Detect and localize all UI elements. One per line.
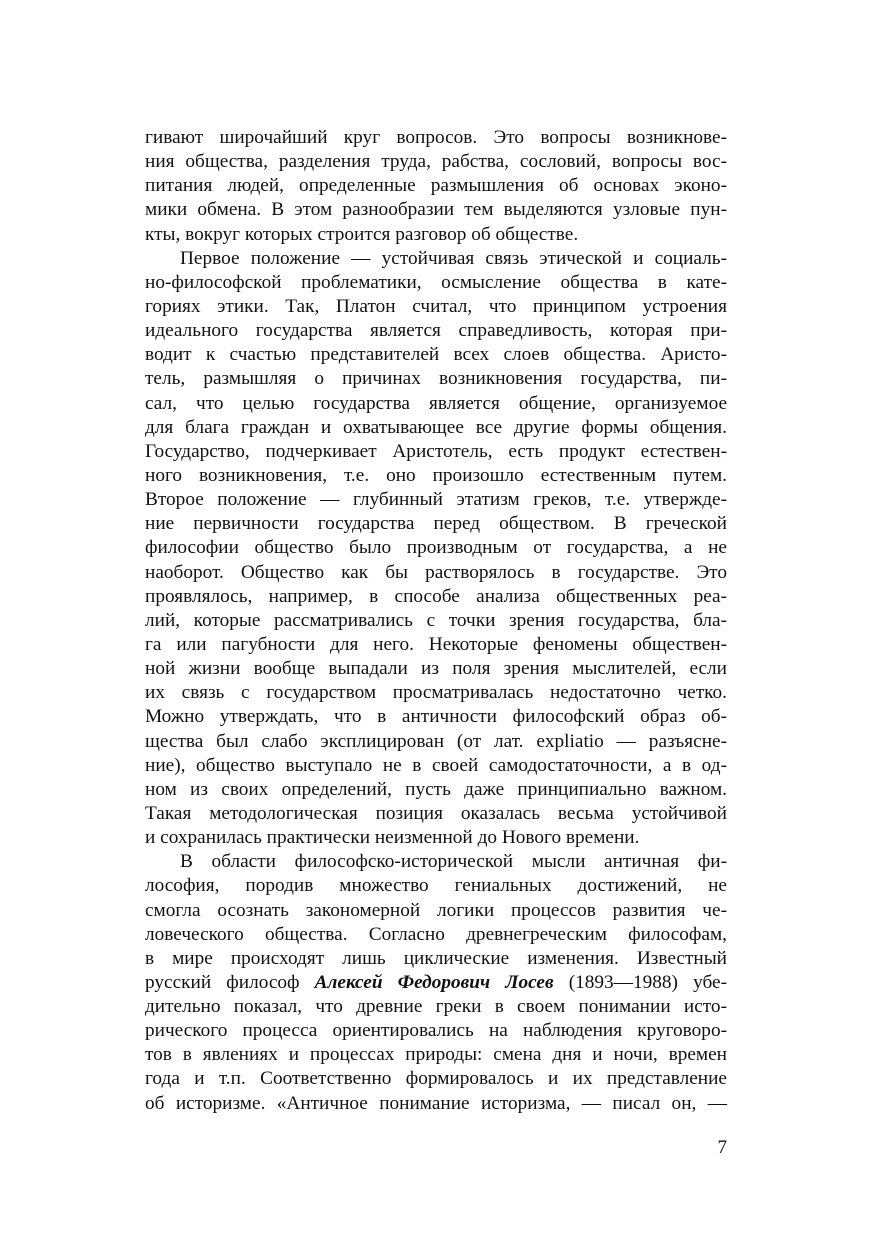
text-line: Такая методологическая позиция оказалась весьма устойчивой <box>145 802 727 824</box>
body-text <box>145 126 727 1116</box>
text-line: водит к счастью представителей всех слоев общества. Аристо- <box>145 344 727 366</box>
paragraph-first-line: Первое положение — устойчивая связь этической и социаль- <box>180 247 727 269</box>
text-line: тов в явлениях и процессах природы: смена дня и ночи, времен <box>145 1044 727 1066</box>
text-line: ловеческого общества. Согласно древнегреческим философам, <box>145 923 727 945</box>
text-line: сал, что целью государства является общение, организуемое <box>145 392 727 414</box>
text-line: лософия, породив множество гениальных достижений, не <box>145 875 727 897</box>
paragraph-first-line: В области философско-исторической мысли античная фи- <box>180 851 727 873</box>
text-line: и сохранилась практически неизменной до Нового времени. <box>145 827 640 849</box>
text-line: кты, вокруг которых строится разговор об обществе. <box>145 223 579 245</box>
text-line: лий, которые рассматривались с точки зрения государства, бла- <box>145 609 727 631</box>
text-line: в мире происходят лишь циклические изменения. Известный <box>145 947 727 969</box>
text-line: но-философской проблематики, осмысление общества в кате- <box>145 271 727 293</box>
text-line: рического процесса ориентировались на наблюдения круговоро- <box>145 1020 727 1042</box>
text-line: наоборот. Общество как бы растворялось в государстве. Это <box>145 561 727 583</box>
text-line: гивают широчайший круг вопросов. Это вопросы возникнове- <box>145 127 727 148</box>
text-line: для блага граждан и охватывающее все другие формы общения. <box>145 416 727 438</box>
text-line: ние первичности государства перед обществом. В греческой <box>145 513 727 535</box>
text-line: ния общества, разделения труда, рабства, сословий, вопросы вос- <box>145 151 727 173</box>
person-name: Алексей Федорович Лосев <box>314 971 554 993</box>
text-line: ние), общество выступало не в своей самодостаточности, а в од- <box>145 754 727 776</box>
text-line: тель, размышляя о причинах возникновения государства, пи- <box>145 368 727 390</box>
text-segment: русский философ <box>145 971 315 993</box>
text-line: ного возникновения, т.е. оно произошло естественным путем. <box>145 464 727 486</box>
text-line: их связь с государством просматривалась недостаточно четко. <box>145 682 727 704</box>
page-number: 7 <box>717 1137 727 1158</box>
text-line: ной жизни вообще выпадали из поля зрения мыслителей, если <box>145 658 727 680</box>
text-line: ном из своих определений, пусть даже принципиально важном. <box>145 778 727 800</box>
text-line: об историзме. «Античное понимание историзма, — писал он, — <box>145 1092 727 1114</box>
text-line: смогла осознать закономерной логики процессов развития че- <box>145 899 727 921</box>
text-line: идеального государства является справедливость, которая при- <box>145 320 727 342</box>
text-line: дительно показал, что древние греки в своем понимании исто- <box>145 996 727 1018</box>
text-segment: (1893—1988) убе- <box>553 971 727 993</box>
text-line: проявлялось, например, в способе анализа общественных реа- <box>145 585 727 607</box>
text-line-with-name <box>145 971 727 995</box>
text-line: гориях этики. Так, Платон считал, что принципом устроения <box>145 295 727 317</box>
text-line: Второе положение — глубинный этатизм греков, т.е. утвержде- <box>145 489 727 511</box>
text-line: питания людей, определенные размышления об основах эконо- <box>145 175 727 197</box>
text-line: мики обмена. В этом разнообразии тем выделяются узловые пун- <box>145 199 727 221</box>
text-line: года и т.п. Соответственно формировалось и их представление <box>145 1068 727 1090</box>
text-line: Можно утверждать, что в античности философский образ об- <box>145 706 727 728</box>
text-line: Государство, подчеркивает Аристотель, есть продукт естествен- <box>145 440 727 462</box>
text-line: философии общество было производным от государства, а не <box>145 537 727 559</box>
text-line: щества был слабо эксплицирован (от лат. expliatio — разъясне- <box>145 730 727 752</box>
text-line: га или пагубности для него. Некоторые феномены обществен- <box>145 633 727 655</box>
